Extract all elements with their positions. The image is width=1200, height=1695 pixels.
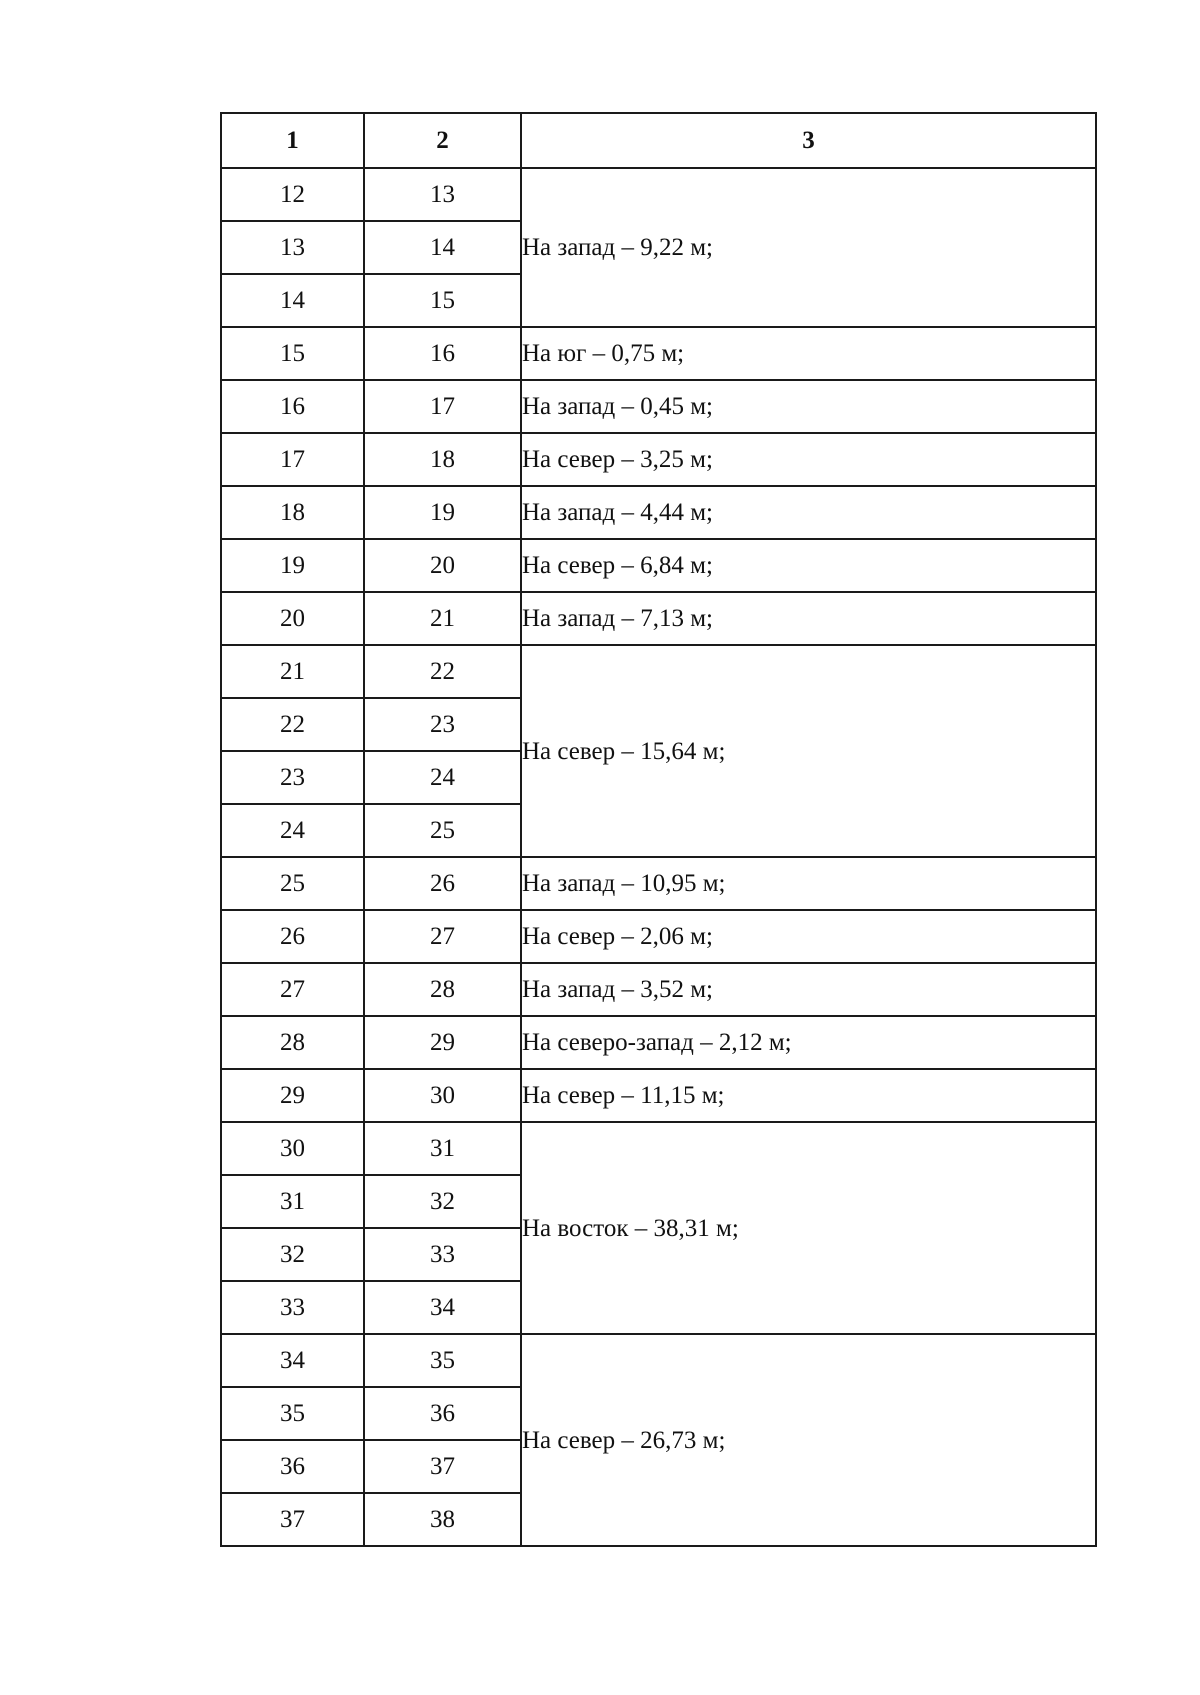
direction-distance-cell: На запад – 7,13 м; — [521, 592, 1096, 645]
direction-distance-cell: На север – 15,64 м; — [521, 645, 1096, 857]
table-row — [221, 327, 1096, 380]
point-from-cell: 34 — [221, 1334, 364, 1387]
point-from-cell: 37 — [221, 1493, 364, 1546]
table-row — [221, 910, 1096, 963]
direction-distance-cell: На юг – 0,75 м; — [521, 327, 1096, 380]
point-to-cell: 15 — [364, 274, 521, 327]
point-to-cell: 21 — [364, 592, 521, 645]
table-row — [221, 1069, 1096, 1122]
point-to-cell: 33 — [364, 1228, 521, 1281]
point-to-cell: 38 — [364, 1493, 521, 1546]
direction-distance-cell: На север – 6,84 м; — [521, 539, 1096, 592]
table-row — [221, 539, 1096, 592]
point-to-cell: 22 — [364, 645, 521, 698]
table-row — [221, 592, 1096, 645]
point-to-cell: 16 — [364, 327, 521, 380]
table-row — [221, 1016, 1096, 1069]
point-from-cell: 24 — [221, 804, 364, 857]
point-from-cell: 16 — [221, 380, 364, 433]
point-from-cell: 27 — [221, 963, 364, 1016]
point-from-cell: 36 — [221, 1440, 364, 1493]
point-to-cell: 27 — [364, 910, 521, 963]
table-row — [221, 1334, 1096, 1387]
point-to-cell: 34 — [364, 1281, 521, 1334]
point-from-cell: 18 — [221, 486, 364, 539]
point-from-cell: 19 — [221, 539, 364, 592]
point-to-cell: 28 — [364, 963, 521, 1016]
point-to-cell: 32 — [364, 1175, 521, 1228]
point-to-cell: 14 — [364, 221, 521, 274]
point-to-cell: 29 — [364, 1016, 521, 1069]
direction-distance-cell: На запад – 9,22 м; — [521, 168, 1096, 327]
point-from-cell: 15 — [221, 327, 364, 380]
column-header-1: 1 — [221, 113, 364, 168]
table-row — [221, 1122, 1096, 1175]
point-to-cell: 36 — [364, 1387, 521, 1440]
point-from-cell: 25 — [221, 857, 364, 910]
table-body — [221, 168, 1096, 1546]
direction-distance-cell: На северо-запад – 2,12 м; — [521, 1016, 1096, 1069]
point-from-cell: 31 — [221, 1175, 364, 1228]
point-from-cell: 32 — [221, 1228, 364, 1281]
table-row — [221, 857, 1096, 910]
point-from-cell: 29 — [221, 1069, 364, 1122]
table-row — [221, 645, 1096, 698]
direction-distance-cell: На север – 26,73 м; — [521, 1334, 1096, 1546]
point-from-cell: 17 — [221, 433, 364, 486]
point-from-cell: 26 — [221, 910, 364, 963]
direction-distance-cell: На север – 3,25 м; — [521, 433, 1096, 486]
direction-distance-cell: На запад – 4,44 м; — [521, 486, 1096, 539]
point-from-cell: 14 — [221, 274, 364, 327]
point-from-cell: 28 — [221, 1016, 364, 1069]
column-header-2: 2 — [364, 113, 521, 168]
point-to-cell: 23 — [364, 698, 521, 751]
point-from-cell: 23 — [221, 751, 364, 804]
table-row — [221, 168, 1096, 221]
point-to-cell: 37 — [364, 1440, 521, 1493]
direction-distance-cell: На север – 11,15 м; — [521, 1069, 1096, 1122]
point-from-cell: 33 — [221, 1281, 364, 1334]
direction-distance-cell: На север – 2,06 м; — [521, 910, 1096, 963]
point-to-cell: 18 — [364, 433, 521, 486]
table-row — [221, 433, 1096, 486]
point-to-cell: 19 — [364, 486, 521, 539]
header-row — [221, 113, 1096, 168]
point-to-cell: 35 — [364, 1334, 521, 1387]
direction-distance-cell: На запад – 3,52 м; — [521, 963, 1096, 1016]
point-from-cell: 13 — [221, 221, 364, 274]
column-header-3: 3 — [521, 113, 1096, 168]
direction-distance-cell: На запад – 0,45 м; — [521, 380, 1096, 433]
direction-distance-cell: На запад – 10,95 м; — [521, 857, 1096, 910]
point-from-cell: 12 — [221, 168, 364, 221]
point-from-cell: 21 — [221, 645, 364, 698]
point-to-cell: 30 — [364, 1069, 521, 1122]
point-from-cell: 30 — [221, 1122, 364, 1175]
point-to-cell: 20 — [364, 539, 521, 592]
point-from-cell: 35 — [221, 1387, 364, 1440]
point-from-cell: 20 — [221, 592, 364, 645]
table-row — [221, 486, 1096, 539]
boundary-table — [220, 112, 1097, 1547]
point-to-cell: 13 — [364, 168, 521, 221]
table-header — [221, 113, 1096, 168]
point-to-cell: 31 — [364, 1122, 521, 1175]
table-row — [221, 963, 1096, 1016]
point-to-cell: 24 — [364, 751, 521, 804]
point-to-cell: 25 — [364, 804, 521, 857]
table-row — [221, 380, 1096, 433]
direction-distance-cell: На восток – 38,31 м; — [521, 1122, 1096, 1334]
point-to-cell: 17 — [364, 380, 521, 433]
point-from-cell: 22 — [221, 698, 364, 751]
point-to-cell: 26 — [364, 857, 521, 910]
